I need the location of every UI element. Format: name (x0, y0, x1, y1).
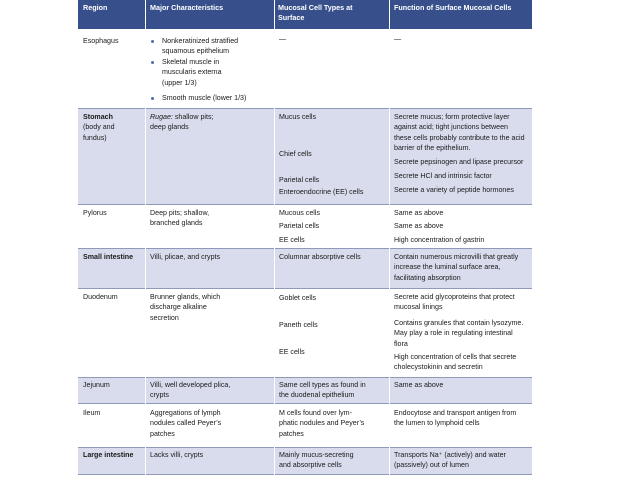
duodenum-cell-ee: EE cells (279, 348, 305, 356)
row-divider (78, 248, 532, 249)
ileum-cell-types: M cells found over lym- phatic nodules and Peyer’s patches (279, 409, 365, 438)
column-divider (389, 0, 390, 475)
histology-table (78, 0, 532, 475)
esophagus-bullet-2: Skeletal muscle in muscularis externa (upper 1/3) (162, 58, 222, 87)
header-cell-types: Mucosal Cell Types at Surface (278, 3, 353, 22)
bullet-icon (151, 61, 154, 64)
pylorus-characteristics: Deep pits; shallow, branched glands (150, 209, 210, 228)
duodenum-cell-goblet: Goblet cells (279, 294, 317, 302)
ileum-characteristics: Aggregations of lymph nodules called Peyer’s patches (150, 409, 222, 438)
duodenum-function-goblet: Secrete acid glycoproteins that protect mucosal linings (394, 293, 515, 312)
row-divider (78, 447, 532, 448)
esophagus-bullet-1: Nonkeratinized stratified squamous epithelium (162, 37, 239, 56)
duodenum-characteristics: Brunner glands, which discharge alkaline secretion (150, 293, 221, 322)
row-divider (78, 288, 532, 289)
jejunum-cell-types: Same cell types as found in the duodenal epithelium (279, 381, 366, 400)
row-divider (78, 204, 532, 205)
region-ileum: Ileum (83, 409, 101, 417)
stomach-cell-mucus: Mucus cells (279, 113, 317, 121)
esophagus-function: — (394, 35, 402, 43)
bullet-icon (151, 97, 154, 100)
jejunum-characteristics: Villi, well developed plica, crypts (150, 381, 231, 400)
header-characteristics: Major Characteristics (150, 3, 224, 12)
large-intestine-characteristics: Lacks villi, crypts (150, 451, 204, 459)
region-small-intestine: Small intestine (83, 253, 134, 261)
stomach-function-chief: Secrete pepsinogen and lipase precursor (394, 158, 524, 166)
column-divider (145, 0, 146, 475)
column-divider (274, 0, 275, 475)
header-region: Region (83, 3, 108, 12)
row-divider (78, 377, 532, 378)
region-duodenum: Duodenum (83, 293, 118, 301)
row-divider (78, 403, 532, 404)
pylorus-function: Same as above Same as above High concentration of gastrin (394, 209, 485, 244)
stomach-characteristics: Rugae: shallow pits; deep glands (150, 113, 214, 132)
stomach-function-mucus: Secrete mucus; form protective layer against acid; tight junctions between these cells probably contribute to the acid barrier of the epithelium. (394, 113, 525, 152)
bullet-icon (151, 40, 154, 43)
duodenum-function-ee: High concentration of cells that secrete cholecystokinin and secretin (394, 353, 517, 372)
stomach-cell-chief: Chief cells (279, 150, 312, 158)
region-esophagus: Esophagus (83, 37, 119, 45)
large-intestine-function: Transports Na⁺ (actively) and water (passively) out of lumen (394, 451, 506, 470)
small-intestine-cell-types: Columnar absorptive cells (279, 253, 361, 261)
esophagus-bullet-3: Smooth muscle (lower 1/3) (162, 94, 247, 102)
small-intestine-function: Contain numerous microvilli that greatly increase the luminal surface area, facilitating absorption (394, 253, 519, 282)
stomach-function-parietal: Secrete HCl and intrinsic factor (394, 172, 492, 180)
small-intestine-characteristics: Villi, plicae, and crypts (150, 253, 221, 261)
row-divider (78, 108, 532, 109)
large-intestine-cell-types: Mainly mucus-secreting and absorptive cells (279, 451, 354, 470)
region-pylorus: Pylorus (83, 209, 107, 217)
header-function: Function of Surface Mucosal Cells (394, 3, 512, 12)
jejunum-function: Same as above (394, 381, 444, 389)
region-stomach: Stomach (body and fundus) (83, 113, 115, 142)
ileum-function: Endocytose and transport antigen from the lumen to lymphoid cells (394, 409, 517, 428)
duodenum-function-paneth: Contains granules that contain lysozyme. May play a role in regulating intestinal flora (394, 319, 524, 348)
stomach-function-ee: Secrete a variety of peptide hormones (394, 186, 514, 194)
region-large-intestine: Large intestine (83, 451, 134, 459)
stomach-cell-parietal: Parietal cells (279, 176, 320, 184)
region-jejunum: Jejunum (83, 381, 110, 389)
stomach-cell-ee: Enteroendocrine (EE) cells (279, 188, 364, 196)
esophagus-cell-types: — (279, 35, 287, 43)
row-divider (78, 474, 532, 475)
duodenum-cell-paneth: Paneth cells (279, 321, 318, 329)
pylorus-cell-types: Mucous cells Parietal cells EE cells (279, 209, 321, 244)
